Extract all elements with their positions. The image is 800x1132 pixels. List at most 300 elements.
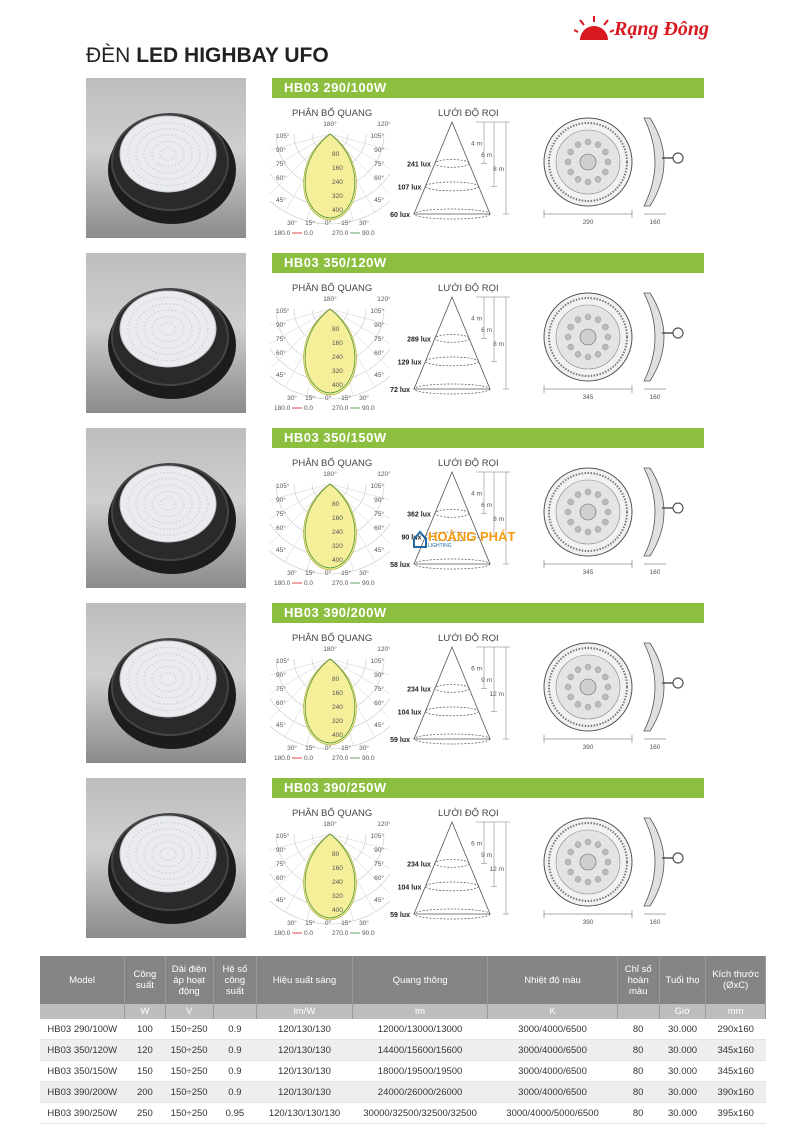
table-row <box>40 1061 766 1082</box>
led-module <box>605 159 611 165</box>
table-cell: 12000/13000/13000 <box>352 1019 488 1040</box>
led-module <box>602 324 608 330</box>
angle-label-left: 60° <box>276 350 286 357</box>
model-name: HB03 390/250W <box>284 780 387 795</box>
angle-label-right: 90° <box>374 497 384 504</box>
table-cell: 395x160 <box>706 1103 766 1124</box>
led-module <box>595 492 601 498</box>
grid-label: LƯỚI ĐỘ RỌI <box>438 108 499 119</box>
house-icon <box>412 529 428 549</box>
angle-label-bottom: 0° <box>324 920 332 927</box>
depth-label: 160 <box>649 744 661 751</box>
width-label: 390 <box>582 744 594 751</box>
table-cell: 150÷250 <box>165 1061 213 1082</box>
side-view <box>644 818 664 906</box>
angle-label-right: 75° <box>374 511 384 518</box>
angle-label-right: 75° <box>374 336 384 343</box>
model-bar <box>272 778 704 798</box>
led-module <box>595 351 601 357</box>
angle-label-bottom: 15° <box>305 745 315 752</box>
led-module <box>585 179 591 185</box>
legend-label: 180.0 <box>274 230 291 237</box>
table-cell: 14400/15600/15600 <box>352 1040 488 1061</box>
polar-svg <box>270 120 390 238</box>
technical-drawing <box>526 806 702 931</box>
table-cell: 0.9 <box>213 1061 257 1082</box>
angle-label-left: 90° <box>276 847 286 854</box>
cone-svg <box>386 818 526 938</box>
lux-label: 59 lux <box>390 737 410 744</box>
table-cell: HB03 390/200W <box>40 1082 125 1103</box>
led-module <box>602 499 608 505</box>
angle-label-right: 75° <box>374 161 384 168</box>
product-section <box>86 78 704 238</box>
led-module <box>585 664 591 670</box>
width-label: 290 <box>582 219 594 226</box>
model-bar <box>272 78 704 98</box>
angle-label-left: 45° <box>276 722 286 729</box>
led-module <box>585 839 591 845</box>
angle-label-right: 75° <box>374 686 384 693</box>
polar-diagram <box>270 470 390 588</box>
radial-label: 320 <box>332 368 343 375</box>
page-title <box>86 44 329 68</box>
lux-label: 129 lux <box>397 359 422 367</box>
led-module <box>565 684 571 690</box>
legend-label: 270.0 <box>332 230 349 237</box>
angle-label-right: 60° <box>374 875 384 882</box>
angle-label-right: 45° <box>374 547 384 554</box>
light-distribution-curve <box>304 834 357 920</box>
height-label: 4 m <box>471 490 482 498</box>
front-view-center <box>580 679 596 695</box>
led-module <box>575 176 581 182</box>
radial-label: 160 <box>332 865 343 872</box>
hook-icon <box>673 153 683 163</box>
angle-label-top-right: 120° <box>377 296 390 303</box>
angle-label-bottom: 15° <box>341 745 351 752</box>
angle-label-right: 60° <box>374 700 384 707</box>
angle-label-bottom: 0° <box>324 220 332 227</box>
led-module <box>595 667 601 673</box>
watermark-name: HOÀNG PHÁT <box>428 529 516 544</box>
grid-label: LƯỚI ĐỘ RỌI <box>438 808 499 819</box>
table-cell: 120/130/130/130 <box>257 1103 352 1124</box>
height-label: 6 m <box>481 152 492 160</box>
led-module <box>605 859 611 865</box>
angle-label-left: 45° <box>276 372 286 379</box>
unit-cell: W <box>125 1004 166 1019</box>
led-module <box>575 667 581 673</box>
lux-label: 60 lux <box>390 212 410 219</box>
led-module <box>595 317 601 323</box>
angle-label-top: 180° <box>323 296 337 303</box>
angle-label-left: 105° <box>276 658 290 665</box>
led-module <box>568 149 574 155</box>
model-name: HB03 350/120W <box>284 255 387 270</box>
lamp-icon <box>86 778 246 938</box>
angle-label-right: 90° <box>374 672 384 679</box>
led-module <box>568 519 574 525</box>
polar-diagram <box>270 295 390 413</box>
table-cell: 290x160 <box>706 1019 766 1040</box>
polar-label: PHÂN BỐ QUANG <box>292 808 373 819</box>
polar-diagram <box>270 120 390 238</box>
radial-label: 240 <box>332 354 343 361</box>
grid-label: LƯỚI ĐỘ RỌI <box>438 458 499 469</box>
angle-label-top-right: 120° <box>377 821 390 828</box>
angle-label-right: 105° <box>370 658 384 665</box>
table-cell: 80 <box>617 1103 659 1124</box>
angle-label-bottom: 15° <box>341 570 351 577</box>
table-cell: 3000/4000/5000/6500 <box>488 1103 617 1124</box>
light-distribution-curve <box>304 309 357 395</box>
legend-label: 270.0 <box>332 755 349 762</box>
radial-label: 80 <box>332 501 340 508</box>
angle-label-bottom: 30° <box>287 220 297 227</box>
unit-cell: K <box>488 1004 617 1019</box>
illuminance-ring <box>425 707 478 716</box>
led-module <box>585 529 591 535</box>
technical-drawing <box>526 281 702 406</box>
radial-label: 80 <box>332 326 340 333</box>
technical-drawing <box>526 631 702 756</box>
led-module <box>575 351 581 357</box>
table-cell: HB03 290/100W <box>40 1019 125 1040</box>
angle-label-top-right: 120° <box>377 471 390 478</box>
angle-label-left: 60° <box>276 700 286 707</box>
angle-label-left: 75° <box>276 686 286 693</box>
led-module <box>565 859 571 865</box>
unit-cell: lm/W <box>257 1004 352 1019</box>
angle-label-right: 45° <box>374 197 384 204</box>
table-cell: 0.9 <box>213 1019 257 1040</box>
legend-label: 270.0 <box>332 405 349 412</box>
lux-label: 72 lux <box>390 387 410 394</box>
polar-svg <box>270 295 390 413</box>
angle-label-left: 90° <box>276 147 286 154</box>
illuminance-ring <box>435 860 469 868</box>
angle-label-right: 105° <box>370 133 384 140</box>
lamp-lens <box>120 116 216 192</box>
led-module <box>605 509 611 515</box>
table-cell: 150 <box>125 1061 166 1082</box>
angle-label-right: 105° <box>370 833 384 840</box>
polar-label: PHÂN BỐ QUANG <box>292 108 373 119</box>
column-header: Hệ số công suất <box>213 956 257 1004</box>
led-module <box>602 149 608 155</box>
unit-cell: mm <box>706 1004 766 1019</box>
legend-label: 90.0 <box>362 580 375 587</box>
angle-label-bottom: 0° <box>324 570 332 577</box>
drawing-svg <box>526 456 702 581</box>
title-prefix: ĐÈN <box>86 44 131 67</box>
illuminance-ring <box>435 685 469 693</box>
led-module <box>575 317 581 323</box>
width-label: 345 <box>582 569 594 576</box>
polar-label: PHÂN BỐ QUANG <box>292 633 373 644</box>
angle-label-left: 90° <box>276 497 286 504</box>
angle-label-bottom: 30° <box>287 395 297 402</box>
table-cell: 120/130/130 <box>257 1061 352 1082</box>
height-label: 6 m <box>481 327 492 335</box>
angle-label-right: 105° <box>370 483 384 490</box>
angle-label-left: 105° <box>276 308 290 315</box>
radial-label: 400 <box>332 907 343 914</box>
angle-label-left: 105° <box>276 833 290 840</box>
lamp-lens <box>120 816 216 892</box>
angle-label-left: 75° <box>276 336 286 343</box>
table-cell: 345x160 <box>706 1040 766 1061</box>
cone-svg <box>386 118 526 238</box>
illuminance-ring <box>425 182 478 191</box>
height-label: 4 m <box>471 315 482 323</box>
led-module <box>568 324 574 330</box>
brand-logo <box>574 14 724 48</box>
lux-label: 59 lux <box>390 912 410 919</box>
model-name: HB03 390/200W <box>284 605 387 620</box>
radial-label: 400 <box>332 207 343 214</box>
led-module <box>585 489 591 495</box>
hook-icon <box>673 853 683 863</box>
front-view-center <box>580 854 596 870</box>
led-module <box>585 354 591 360</box>
table-cell: 0.9 <box>213 1040 257 1061</box>
angle-label-top-right: 120° <box>377 646 390 653</box>
led-module <box>585 879 591 885</box>
angle-label-left: 45° <box>276 897 286 904</box>
product-photo <box>86 428 246 588</box>
table-cell: 345x160 <box>706 1061 766 1082</box>
angle-label-left: 90° <box>276 322 286 329</box>
radial-label: 400 <box>332 732 343 739</box>
led-module <box>575 142 581 148</box>
radial-label: 240 <box>332 529 343 536</box>
angle-label-bottom: 30° <box>359 920 369 927</box>
angle-label-left: 90° <box>276 672 286 679</box>
model-bar <box>272 253 704 273</box>
lamp-lens <box>120 466 216 542</box>
table-cell: 120/130/130 <box>257 1040 352 1061</box>
depth-label: 160 <box>649 219 661 226</box>
lux-label: 234 lux <box>407 686 431 694</box>
table-cell: 3000/4000/6500 <box>488 1019 617 1040</box>
angle-label-top: 180° <box>323 646 337 653</box>
led-module <box>568 674 574 680</box>
model-name: HB03 350/150W <box>284 430 387 445</box>
led-module <box>602 869 608 875</box>
led-module <box>585 139 591 145</box>
technical-drawing <box>526 106 702 231</box>
angle-label-bottom: 15° <box>305 570 315 577</box>
radial-label: 240 <box>332 179 343 186</box>
angle-label-bottom: 30° <box>287 920 297 927</box>
column-header: Quang thông <box>352 956 488 1004</box>
table-cell: 120/130/130 <box>257 1082 352 1103</box>
column-header: Tuổi thọ <box>659 956 706 1004</box>
radial-label: 160 <box>332 165 343 172</box>
radial-label: 320 <box>332 193 343 200</box>
angle-label-top: 180° <box>323 121 337 128</box>
legend-label: 180.0 <box>274 755 291 762</box>
lux-label: 90 lux <box>401 534 422 542</box>
illuminance-cone <box>386 818 526 938</box>
unit-cell: Giờ <box>659 1004 706 1019</box>
height-label: 6 m <box>471 665 482 673</box>
led-module <box>595 176 601 182</box>
drawing-svg <box>526 806 702 931</box>
spec-table <box>40 956 766 1124</box>
side-view <box>644 468 664 556</box>
cone-svg <box>386 293 526 413</box>
illuminance-ring <box>435 510 469 518</box>
led-module <box>575 492 581 498</box>
radial-label: 80 <box>332 151 340 158</box>
hook-icon <box>673 678 683 688</box>
radial-label: 400 <box>332 557 343 564</box>
illuminance-ring <box>435 160 469 168</box>
table-cell: 30.000 <box>659 1103 706 1124</box>
depth-label: 160 <box>649 919 661 926</box>
led-module <box>585 704 591 710</box>
angle-label-right: 45° <box>374 897 384 904</box>
legend-label: 0.0 <box>304 930 314 937</box>
angle-label-bottom: 30° <box>359 570 369 577</box>
table-row <box>40 1082 766 1103</box>
depth-label: 160 <box>649 569 661 576</box>
side-view <box>644 293 664 381</box>
polar-diagram <box>270 820 390 938</box>
table-cell: 3000/4000/6500 <box>488 1040 617 1061</box>
angle-label-bottom: 30° <box>359 220 369 227</box>
angle-label-bottom: 15° <box>305 395 315 402</box>
lux-label: 289 lux <box>407 336 431 344</box>
angle-label-right: 45° <box>374 372 384 379</box>
table-cell: 3000/4000/6500 <box>488 1061 617 1082</box>
legend-label: 0.0 <box>304 580 314 587</box>
led-module <box>575 876 581 882</box>
angle-label-left: 75° <box>276 511 286 518</box>
angle-label-top: 180° <box>323 821 337 828</box>
led-module <box>602 849 608 855</box>
table-cell: 30.000 <box>659 1040 706 1061</box>
angle-label-left: 60° <box>276 875 286 882</box>
model-bar <box>272 603 704 623</box>
angle-label-left: 105° <box>276 133 290 140</box>
light-distribution-curve <box>304 484 357 570</box>
led-module <box>602 694 608 700</box>
angle-label-bottom: 0° <box>324 395 332 402</box>
column-header: Nhiệt độ màu <box>488 956 617 1004</box>
height-label: 9 m <box>481 677 492 685</box>
table-row <box>40 1040 766 1061</box>
illuminance-cone <box>386 293 526 413</box>
lamp-icon <box>86 253 246 413</box>
product-section <box>86 778 704 938</box>
angle-label-left: 75° <box>276 861 286 868</box>
height-label: 6 m <box>481 502 492 510</box>
product-section <box>86 603 704 763</box>
table-cell: 150÷250 <box>165 1082 213 1103</box>
table-cell: 80 <box>617 1040 659 1061</box>
radial-label: 80 <box>332 851 340 858</box>
polar-diagram <box>270 645 390 763</box>
cone-svg <box>386 643 526 763</box>
illuminance-ring <box>425 357 478 366</box>
led-module <box>605 334 611 340</box>
title-main: LED HIGHBAY UFO <box>136 44 329 67</box>
table-cell: 30.000 <box>659 1082 706 1103</box>
polar-svg <box>270 470 390 588</box>
height-label: 8 m <box>493 516 504 523</box>
angle-label-left: 60° <box>276 525 286 532</box>
legend-label: 90.0 <box>362 930 375 937</box>
radial-label: 160 <box>332 340 343 347</box>
table-cell: HB03 350/150W <box>40 1061 125 1082</box>
angle-label-bottom: 30° <box>287 745 297 752</box>
table-cell: 30000/32500/32500/32500 <box>352 1103 488 1124</box>
sunburst-icon <box>574 14 614 48</box>
table-cell: 200 <box>125 1082 166 1103</box>
led-module <box>575 526 581 532</box>
led-module <box>602 344 608 350</box>
lamp-lens <box>120 291 216 367</box>
table-row <box>40 1019 766 1040</box>
front-view-center <box>580 154 596 170</box>
height-label: 9 m <box>481 852 492 860</box>
table-row <box>40 1103 766 1124</box>
height-label: 4 m <box>471 140 482 148</box>
led-module <box>605 684 611 690</box>
table-cell: 120/130/130 <box>257 1019 352 1040</box>
led-module <box>595 876 601 882</box>
radial-label: 240 <box>332 879 343 886</box>
illuminance-ring <box>425 882 478 891</box>
light-distribution-curve <box>304 659 357 745</box>
led-module <box>585 314 591 320</box>
lamp-icon <box>86 428 246 588</box>
illuminance-ring <box>435 335 469 343</box>
angle-label-left: 45° <box>276 547 286 554</box>
legend-label: 90.0 <box>362 755 375 762</box>
radial-label: 400 <box>332 382 343 389</box>
legend-label: 270.0 <box>332 930 349 937</box>
led-module <box>575 842 581 848</box>
led-module <box>565 334 571 340</box>
legend-label: 90.0 <box>362 230 375 237</box>
height-label: 8 m <box>493 166 504 173</box>
led-module <box>595 701 601 707</box>
table-cell: 150÷250 <box>165 1103 213 1124</box>
illuminance-cone <box>386 118 526 238</box>
angle-label-bottom: 30° <box>359 395 369 402</box>
table-cell: 30.000 <box>659 1061 706 1082</box>
legend-label: 0.0 <box>304 230 314 237</box>
hook-icon <box>673 503 683 513</box>
angle-label-top-right: 120° <box>377 121 390 128</box>
angle-label-right: 90° <box>374 322 384 329</box>
watermark <box>412 527 516 553</box>
led-module <box>602 169 608 175</box>
table-cell: 3000/4000/6500 <box>488 1082 617 1103</box>
polar-svg <box>270 820 390 938</box>
table-cell: 0.9 <box>213 1082 257 1103</box>
unit-cell: V <box>165 1004 213 1019</box>
angle-label-bottom: 15° <box>341 920 351 927</box>
angle-label-right: 90° <box>374 147 384 154</box>
model-name: HB03 290/100W <box>284 80 387 95</box>
width-label: 345 <box>582 394 594 401</box>
